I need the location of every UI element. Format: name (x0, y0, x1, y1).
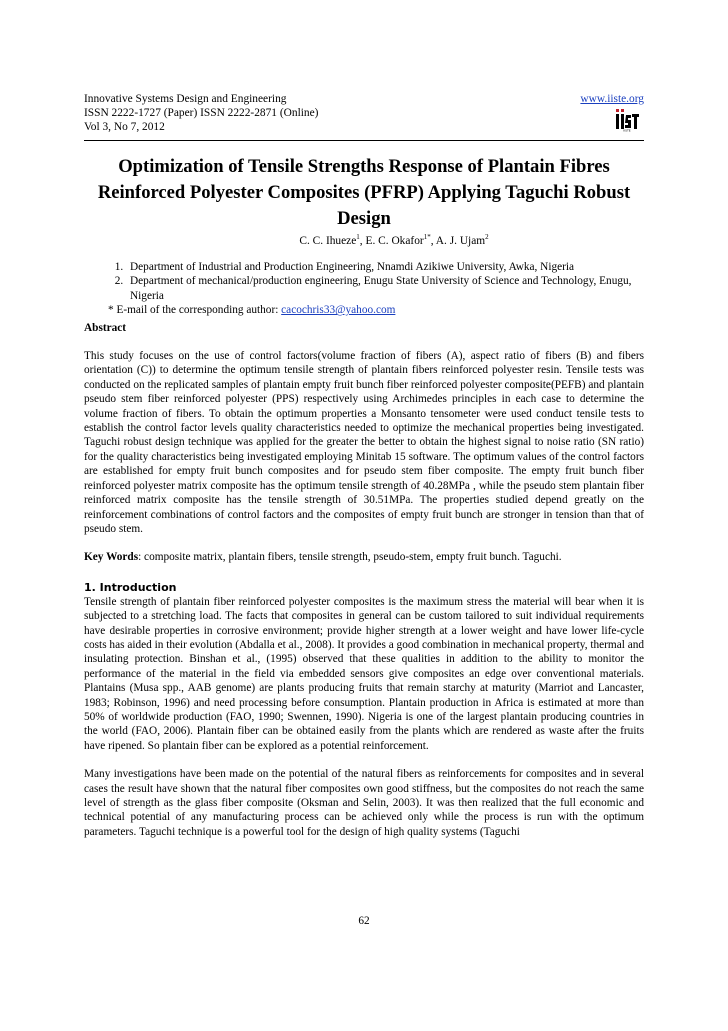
author-3: , A. J. Ujam (430, 234, 486, 247)
corresponding-author (84, 303, 644, 317)
keywords (84, 550, 644, 564)
author-line (84, 234, 644, 248)
author-2: , E. C. Okafor (359, 234, 424, 247)
abstract-heading: Abstract (84, 321, 127, 334)
page-number: 62 (358, 915, 370, 927)
affiliation-item: 1. Department of Industrial and Production Engineering, Nnamdi Azikiwe University, Awka, Nigeria (126, 260, 644, 274)
issn-line: ISSN 2222-1727 (Paper) ISSN 2222-2871 (Online) (84, 107, 319, 120)
introduction-heading: 1. Introduction (84, 580, 177, 594)
corresponding-label: * E-mail of the corresponding author: (108, 304, 282, 317)
author-2-affil: 1* (423, 232, 431, 241)
journal-header (84, 92, 644, 135)
affiliation-list (84, 260, 644, 303)
corresponding-email-link[interactable]: cacochris33@yahoo.com (281, 304, 396, 317)
keywords-text: : composite matrix, plantain fibers, tensile strength, pseudo-stem, empty fruit bunch. Taguchi. (138, 551, 562, 564)
volume-line: Vol 3, No 7, 2012 (84, 121, 165, 134)
journal-url-link[interactable]: www.iiste.org (580, 93, 644, 105)
keywords-label: Key Words (84, 551, 139, 564)
introduction-paragraph-1: Tensile strength of plantain fiber reinforced polyester composites is the maximum stress the material will bear when it is subjected to a stretching load. The facts that composites in general can be custom tailored to suit individual requirements have desirable properties in corrosive environment; provide higher strength at a lower weight and have lower life-cycle costs has aided in their evolution (Abdalla et al., 2008). It provides a good combination in mechanical property, thermal and insulating protection. Binshan et al., (1995) observed that these qualities in addition to the ability to monitor the performance of the material in the field via embedded sensors give composites an edge over conventional materials. Plantains (Musa spp., AAB genome) are plants producing fruits that remain starchy at maturity (Marriot and Lancaster, 1983; Robinson, 1996) and need processing before consumption. Plantain production in Africa is estimated at more than 50% of worldwide production (FAO, 1990; Swennen, 1990). Nigeria is one of the largest plantain producing countries in the world (FAO, 2006). Plantain fiber can be obtained easily from the plants which are rendered as waste after the fruits have ripened. So plantain fiber can be explored as a potential reinforcement. (84, 595, 644, 752)
logo-text: IISTE (623, 128, 631, 132)
author-3-affil: 2 (485, 232, 489, 241)
affiliation-item: 2. Department of mechanical/production engineering, Enugu State University of Science and Technology, Enugu, Nigeria (126, 274, 644, 303)
introduction-paragraph-2: Many investigations have been made on the potential of the natural fibers as reinforcements for composites and in several cases the result have shown that the natural fiber composites own good stiffness, but the composites do not reach the same level of strength as the glass fiber composite (Oksman and Selin, 2003). It was then realized that the full economic and technical potential of any manufacturing process can be achieved only while the process is run with the optimum parameters. Taguchi technique is a powerful tool for the design of high quality systems (Taguchi (84, 768, 644, 838)
iiste-logo-icon (614, 108, 640, 132)
abstract-text: This study focuses on the use of control factors(volume fraction of fibers (A), aspect ratio of fibers (B) and fibers orientation (C)) to determine the optimum tensile strength of plantain fibers reinforced polyester resin. Tensile tests was conducted on the replicated samples of plantain empty fruit bunch fiber reinforced polyester composite(PEFB) and plantain pseudo stem fiber reinforced polyester (PPS) respectively using Archimedes principles in each case to determine the volume fraction of fibers. To obtain the optimum properties a Monsanto tensometer were used conduct tensile tests to establish the control factor levels quality characteristics needed to optimize the mechanical properties being investigated. Taguchi robust design technique was applied for the greater the better to obtain the highest signal to noise ratio (SN ratio) for the quality characteristics being investigated employing Minitab 15 software. The optimum values of the control factors are established for empty fruit bunch composites and for pseudo stem fiber composite. The empty fruit bunch fiber reinforced polyester matrix composite has the optimum tensile strength of 40.28MPa , while the pseudo stem plantain fiber reinforced matrix composite has the tensile strength of 30.51MPa. The properties studied depend greatly on the reinforcement combinations of control factors and the composites of empty fruit bunch are stronger in tension than that of pseudo stem. (84, 350, 644, 535)
paper-title: Optimization of Tensile Strengths Response of Plantain Fibres Reinforced Polyester Composites (PFRP) Applying Taguchi Robust Design (97, 155, 631, 229)
paper-page (84, 92, 644, 839)
author-1-affil: 1 (356, 232, 360, 241)
header-divider (84, 140, 644, 141)
journal-name: Innovative Systems Design and Engineering (84, 93, 287, 105)
author-1: C. C. Ihueze (299, 234, 357, 247)
